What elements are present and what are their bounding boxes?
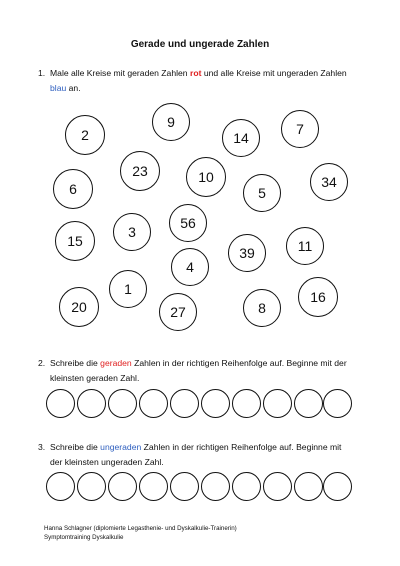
- answer-slot[interactable]: [323, 472, 352, 501]
- answer-slot[interactable]: [46, 389, 75, 418]
- number-circle[interactable]: 5: [243, 174, 281, 212]
- number-circle[interactable]: 9: [152, 103, 190, 141]
- number-circle[interactable]: 3: [113, 213, 151, 251]
- number-circle[interactable]: 34: [310, 163, 348, 201]
- number-circle[interactable]: 27: [159, 293, 197, 331]
- number-circle[interactable]: 56: [169, 204, 207, 242]
- task-3-text-before: Schreibe die: [50, 442, 101, 452]
- answer-slot[interactable]: [323, 389, 352, 418]
- task-3-text-after: Zahlen in der richtigen Reihenfolge auf. Beginne mit: [141, 442, 342, 452]
- answer-row-even: [46, 389, 352, 418]
- number-circle[interactable]: 16: [298, 277, 338, 317]
- answer-slot[interactable]: [108, 472, 137, 501]
- answer-slot[interactable]: [201, 389, 230, 418]
- task-1-instruction: [38, 66, 358, 96]
- answer-slot[interactable]: [263, 472, 292, 501]
- number-circle[interactable]: 15: [55, 221, 95, 261]
- answer-slot[interactable]: [263, 389, 292, 418]
- answer-slot[interactable]: [232, 472, 261, 501]
- task-2-text-before: Schreibe die: [50, 358, 101, 368]
- answer-slot[interactable]: [170, 389, 199, 418]
- answer-slot[interactable]: [170, 472, 199, 501]
- number-circle[interactable]: 6: [53, 169, 93, 209]
- task-2-instruction: [38, 356, 358, 386]
- number-circle[interactable]: 14: [222, 119, 260, 157]
- task-2-text-after: Zahlen in der richtigen Reihenfolge auf. Beginne mit der: [131, 358, 347, 368]
- task-1-text-middle: und alle Kreise mit ungeraden Zahlen: [201, 68, 347, 78]
- number-circle[interactable]: 4: [171, 248, 209, 286]
- task-1-text-after: an.: [66, 83, 81, 93]
- task-3-word-blue: ungeraden: [100, 442, 142, 452]
- task-2-word-red: geraden: [100, 358, 132, 368]
- answer-slot[interactable]: [139, 389, 168, 418]
- number-circle[interactable]: 7: [281, 110, 319, 148]
- task-3-line-2: der kleinsten ungeraden Zahl.: [50, 457, 164, 467]
- task-2-line-2: kleinsten geraden Zahl.: [50, 373, 140, 383]
- number-circle[interactable]: 23: [120, 151, 160, 191]
- number-circle[interactable]: 20: [59, 287, 99, 327]
- answer-slot[interactable]: [294, 472, 323, 501]
- footer: [44, 524, 237, 542]
- answer-slot[interactable]: [77, 389, 106, 418]
- task-3-instruction: [38, 440, 358, 470]
- task-3-number: 3.: [38, 442, 46, 452]
- task-1-word-red: rot: [189, 68, 202, 78]
- number-circle[interactable]: 1: [109, 270, 147, 308]
- task-1-number: 1.: [38, 68, 46, 78]
- number-circle[interactable]: 10: [186, 157, 226, 197]
- task-1-word-blue: blau: [50, 83, 67, 93]
- task-1-text-before: Male alle Kreise mit geraden Zahlen: [50, 68, 190, 78]
- answer-slot[interactable]: [108, 389, 137, 418]
- answer-slot[interactable]: [201, 472, 230, 501]
- answer-slot[interactable]: [232, 389, 261, 418]
- task-2-number: 2.: [38, 358, 46, 368]
- answer-slot[interactable]: [294, 389, 323, 418]
- answer-slot[interactable]: [139, 472, 168, 501]
- number-circle[interactable]: 11: [286, 227, 324, 265]
- footer-subtitle: Symptomtraining Dyskalkulie: [44, 534, 124, 541]
- footer-author: Hanna Schlagner (diplomierte Legasthenie- und Dyskalkulie-Trainerin): [44, 525, 237, 532]
- answer-row-odd: [46, 472, 352, 501]
- answer-slot[interactable]: [46, 472, 75, 501]
- worksheet-title: Gerade und ungerade Zahlen: [130, 39, 270, 50]
- number-circle[interactable]: 39: [228, 234, 266, 272]
- number-circle[interactable]: 8: [243, 289, 281, 327]
- number-circle[interactable]: 2: [65, 115, 105, 155]
- answer-slot[interactable]: [77, 472, 106, 501]
